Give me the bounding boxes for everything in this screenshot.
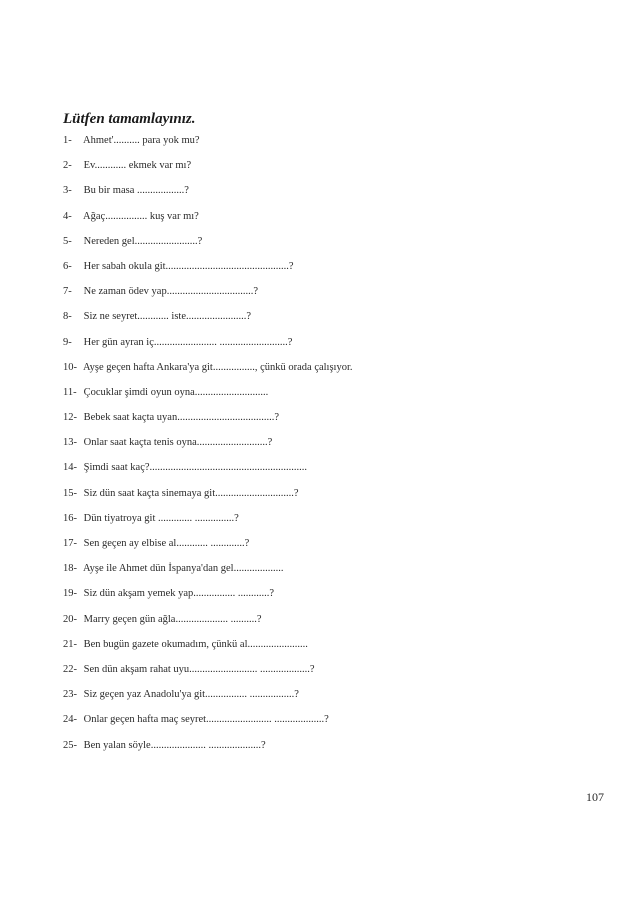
exercise-item-text: Ayşe ile Ahmet dün İspanya'dan gel...................	[83, 563, 284, 575]
exercise-item	[63, 204, 353, 229]
exercise-item	[63, 254, 353, 279]
exercise-item	[63, 733, 353, 758]
exercise-item	[63, 632, 353, 657]
exercise-item-text: Ayşe geçen hafta Ankara'ya git................, çünkü orada çalışıyor.	[83, 361, 353, 373]
exercise-item	[63, 657, 353, 682]
exercise-item-text: Ağaç................ kuş var mı?	[83, 210, 199, 222]
exercise-item	[63, 128, 353, 153]
exercise-item	[63, 380, 353, 405]
exercise-item-number: 18-	[63, 563, 77, 575]
exercise-item-text: Şimdi saat kaç?............................................................	[83, 462, 308, 474]
exercise-item-text: Bu bir masa ..................?	[83, 185, 189, 197]
exercise-item-text: Bebek saat kaçta uyan.....................................?	[83, 412, 279, 424]
exercise-item-text: Ev............ ekmek var mı?	[83, 160, 192, 172]
exercise-item	[63, 355, 353, 380]
exercise-item-number: 12-	[63, 412, 77, 424]
exercise-item	[63, 178, 353, 203]
exercise-item-text: Sen dün akşam rahat uyu.......................... ...................?	[83, 663, 315, 675]
exercise-item-number: 7-	[63, 286, 72, 298]
exercise-item-number: 17-	[63, 538, 77, 549]
exercise-item-number: 20-	[63, 613, 77, 625]
exercise-item-number: 10-	[63, 361, 77, 373]
exercise-item-text: Ben bugün gazete okumadım, çünkü al.......................	[83, 638, 308, 650]
exercise-item-text: Ahmet'.......... para yok mu?	[83, 135, 200, 146]
exercise-item-number: 25-	[63, 739, 77, 751]
exercise-item	[63, 430, 353, 455]
exercise-item-text: Sen geçen ay elbise al............ .............?	[83, 538, 250, 549]
exercise-item	[63, 481, 353, 506]
exercise-item	[63, 707, 353, 732]
exercise-title: Lütfen tamamlayınız.	[63, 111, 196, 127]
exercise-item-number: 5-	[63, 235, 72, 247]
exercise-item	[63, 279, 353, 304]
exercise-item-number: 11-	[63, 386, 77, 398]
exercise-item-text: Siz dün akşam yemek yap................ ............?	[83, 588, 275, 600]
exercise-item	[63, 506, 353, 531]
exercise-item-text: Her sabah okula git...............................................?	[83, 260, 294, 272]
exercise-item-text: Dün tiyatroya git ............. ...............?	[83, 512, 239, 524]
exercise-item	[63, 556, 353, 581]
exercise-item-number: 9-	[63, 336, 72, 348]
exercise-item-number: 22-	[63, 663, 77, 675]
exercise-item-text: Her gün ayran iç........................ ..........................?	[83, 336, 293, 348]
exercise-item	[63, 330, 353, 355]
exercise-item-number: 1-	[63, 135, 72, 146]
exercise-item	[63, 455, 353, 480]
page-number: 107	[586, 790, 604, 804]
exercise-item-number: 14-	[63, 462, 77, 474]
exercise-item-text: Çocuklar şimdi oyun oyna............................	[83, 386, 269, 398]
exercise-item-number: 6-	[63, 260, 72, 272]
exercise-item-number: 21-	[63, 638, 77, 650]
exercise-item-number: 19-	[63, 588, 77, 600]
exercise-item-number: 23-	[63, 689, 77, 701]
exercise-item-text: Siz geçen yaz Anadolu'ya git................ .................?	[83, 689, 299, 701]
exercise-item-number: 8-	[63, 311, 72, 323]
exercise-item	[63, 405, 353, 430]
exercise-item	[63, 682, 353, 707]
exercise-item-number: 4-	[63, 210, 72, 222]
exercise-item-number: 24-	[63, 714, 77, 726]
exercise-item-text: Siz dün saat kaçta sinemaya git..............................?	[83, 487, 299, 499]
exercise-list	[63, 128, 353, 758]
exercise-item-text: Onlar geçen hafta maç seyret......................... ...................?	[83, 714, 329, 726]
exercise-item	[63, 607, 353, 632]
exercise-item-number: 13-	[63, 437, 77, 449]
exercise-item-text: Ben yalan söyle..................... ....................?	[83, 739, 266, 751]
exercise-item-text: Siz ne seyret............ iste.......................?	[83, 311, 252, 323]
exercise-item-number: 2-	[63, 160, 72, 172]
exercise-item	[63, 531, 353, 556]
exercise-item	[63, 304, 353, 329]
exercise-item-text: Ne zaman ödev yap.................................?	[83, 286, 258, 298]
exercise-item-text: Marry geçen gün ağla.................... ..........?	[83, 613, 262, 625]
exercise-item-text: Nereden gel........................?	[83, 235, 203, 247]
exercise-item	[63, 229, 353, 254]
exercise-item-text: Onlar saat kaçta tenis oyna...........................?	[83, 437, 273, 449]
exercise-item	[63, 581, 353, 606]
exercise-item	[63, 153, 353, 178]
exercise-item-number: 3-	[63, 185, 72, 197]
exercise-item-number: 15-	[63, 487, 77, 499]
exercise-item-number: 16-	[63, 512, 77, 524]
